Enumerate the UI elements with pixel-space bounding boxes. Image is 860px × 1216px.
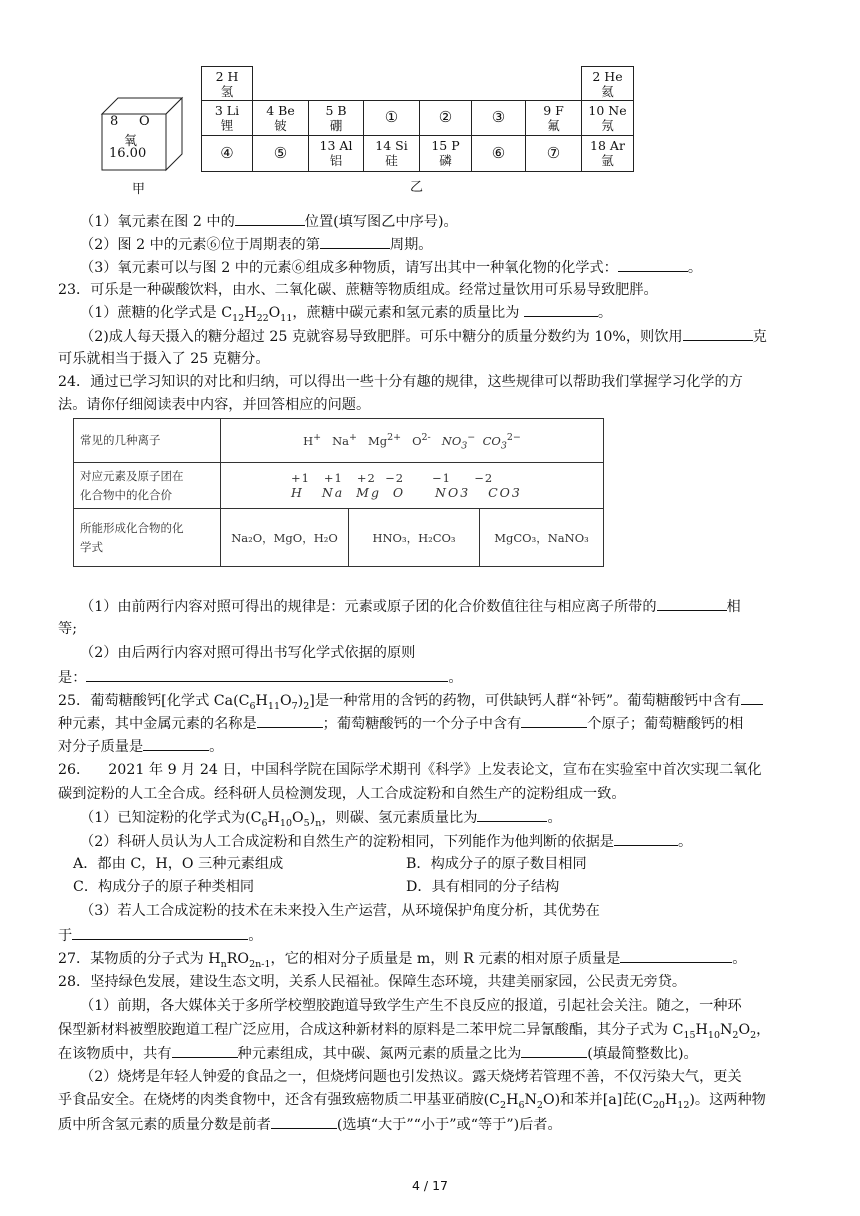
q22-part3: （3）氧元素可以与图 2 中的元素⑥组成多种物质，请写出其中一种氧化物的化学式： 。	[80, 257, 702, 278]
oxygen-card-symbol: O	[139, 114, 150, 129]
cell-be: 4 Be 铍	[252, 100, 309, 136]
q26-line2: 碳到淀粉的人工全合成。经科研人员检测发现，人工合成淀粉和自然生产的淀粉组成一致。	[58, 786, 626, 802]
cell-li: 3 Li 锂	[201, 100, 253, 136]
q25-line3: 对分子质量是 。	[58, 736, 223, 757]
oxygen-card-number: 8	[110, 114, 119, 129]
q24-part1: （1）由前两行内容对照可得出的规律是：元素或原子团的化合价数值往往与相应离子所带的 相	[80, 596, 741, 617]
page-number: 4 / 17	[411, 1178, 449, 1193]
q28-part1-line1: （1）前期，各大媒体关于多所学校塑胶跑道导致学生产生不良反应的报道，引起社会关注。随之，一种环	[80, 998, 742, 1014]
q26-option-a: A．都由 C，H，O 三种元素组成	[73, 856, 284, 872]
row2-valences: +1 +1 +2 −2 −1 −2 H Na Mg O NO3 CO3	[221, 463, 604, 509]
q26-part2: （2）科研人员认为人工合成淀粉和自然生产的淀粉相同，下列能作为他判断的依据是 。	[80, 831, 692, 852]
q24-part2-cont: 是： 。	[58, 667, 463, 688]
cell-6: ⑥	[471, 135, 526, 172]
q27: 27．某物质的分子式为 $H_nRO_{2n-1}$，它的相对分子质量是 m，则 R 元素的相对原子质量是 。	[58, 948, 747, 969]
q28-part2-line1: （2）烧烤是年轻人钟爱的食品之一，但烧烤问题也引发热议。露天烧烤若管理不善，不仅污染大气，更关	[80, 1069, 742, 1085]
q26-line1: 26． 2021 年 9 月 24 日，中国科学院在国际学术期刊《科学》上发表论文，宣布在实验室中首次实现二氧化	[58, 762, 762, 778]
q24-part1-cont: 等;	[58, 621, 77, 637]
ion-valence-table	[73, 418, 604, 567]
figure-label-yi: 乙	[410, 180, 424, 195]
cell-f: 9 F 氟	[525, 100, 582, 136]
q22-part1: （1）氧元素在图 2 中的 位置(填写图乙中序号)。	[80, 211, 458, 232]
q25-line2: 种元素，其中金属元素的名称是 ；葡萄糖酸钙的一个分子中含有 个原子；葡萄糖酸钙的相	[58, 713, 743, 734]
cell-si: 14 Si 硅	[363, 135, 420, 172]
row1-ions: H+ Na+ $Mg^{2+}$ $O^{2-}$ $NO_3^-$ $CO_3^{2-}$	[221, 419, 604, 463]
q25-line1: 25．葡萄糖酸钙[化学式 $Ca(C_6H_{11}O_7)_2$]是一种常用的含钙的药物，可供缺钙人群“补钙”。葡萄糖酸钙中含有	[58, 690, 763, 711]
cell-ar: 18 Ar 氩	[581, 135, 634, 172]
q28-title: 28．坚持绿色发展，建设生态文明，关系人民福祉。保障生态环境，共建美丽家园，公民责无旁贷。	[58, 974, 687, 990]
cell-p: 15 P 磷	[419, 135, 472, 172]
q22-part2: （2）图 2 中的元素⑥位于周期表的第 周期。	[80, 234, 432, 255]
q24-part2: （2）由后两行内容对照可得出书写化学式依据的原则	[80, 645, 416, 661]
cell-al: 13 Al 铝	[308, 135, 364, 172]
q26-part1: （1）已知淀粉的化学式为$(C_6H_{10}O_5)_n$，则碳、氢元素质量比为 。	[80, 807, 562, 828]
cell-4: ④	[201, 135, 253, 172]
row3-compounds-3: MgCO₃，NaNO₃	[480, 509, 604, 567]
q28-part2-line2: 乎食品安全。在烧烤的肉类食物中，还含有强致癌物质二甲基亚硝胺$(C_2H_6N_2O)$和苯并[a]芘$(C_{20}H_{12})$。这两种物	[58, 1092, 766, 1111]
cell-he: 2 He 氦	[581, 66, 634, 101]
row3-header: 所能形成化合物的化 学式	[74, 509, 221, 567]
q28-part2-line3: 质中所含氢元素的质量分数是前者 (选填“大于”“小于”或“等于”)后者。	[58, 1114, 562, 1135]
oxygen-card-name: 氧	[124, 134, 138, 149]
cell-2: ②	[419, 100, 472, 136]
cell-b: 5 B 硼	[308, 100, 364, 136]
cell-5: ⑤	[252, 135, 309, 172]
cell-1: ①	[363, 100, 420, 136]
q26-part3-cont: 于 。	[58, 925, 262, 946]
cell-h: 2 H 氢	[201, 66, 253, 101]
q23-part1: （1）蔗糖的化学式是 $C_{12}H_{22}O_{11}$，蔗糖中碳元素和氢元素的质量比为 。	[80, 302, 612, 323]
q24-title-line1: 24．通过已学习知识的对比和归纳，可以得出一些十分有趣的规律，这些规律可以帮助我们掌握学习化学的方	[58, 374, 743, 390]
row1-header: 常见的几种离子	[74, 419, 221, 463]
q24-title-line2: 法。请你仔细阅读表中内容，并回答相应的问题。	[58, 397, 371, 413]
q28-part1-line3: 在该物质中，共有 种元素组成，其中碳、氮两元素的质量之比为 (填最简整数比)。	[58, 1043, 698, 1064]
row3-compounds-1: Na₂O，MgO，H₂O	[221, 509, 349, 567]
cell-3: ③	[471, 100, 526, 136]
q26-part3: （3）若人工合成淀粉的技术在未来投入生产运营，从环境保护角度分析，其优势在	[80, 903, 600, 919]
q26-option-b: B．构成分子的原子数目相同	[406, 856, 587, 872]
q26-option-c: C．构成分子的原子种类相同	[73, 879, 255, 895]
q23-part2-cont: 可乐就相当于摄入了 25 克糖分。	[58, 351, 270, 367]
oxygen-card-mass: 16.00	[109, 146, 147, 161]
figure-label-jia: 甲	[132, 182, 146, 197]
cell-ne: 10 Ne 氖	[581, 100, 634, 136]
q26-option-d: D．具有相同的分子结构	[406, 879, 560, 895]
q23-part2: （2)成人每天摄入的糖分超过 25 克就容易导致肥胖。可乐中糖分的质量分数约为 10%，则饮用 克	[80, 326, 767, 347]
row3-compounds-2: HNO₃，H₂CO₃	[349, 509, 480, 567]
row2-header: 对应元素及原子团在 化合物中的化合价	[74, 463, 221, 509]
q23-title: 23．可乐是一种碳酸饮料，由水、二氧化碳、蔗糖等物质组成。经常过量饮用可乐易导致肥胖。	[58, 282, 658, 298]
cell-7: ⑦	[525, 135, 582, 172]
q28-part1-line2: 保型新材料被塑胶跑道工程广泛应用，合成这种新材料的原料是二苯甲烷二异氰酸酯，其分子式为 $C_{15}H_{10}N_2O_2$，	[58, 1022, 771, 1041]
